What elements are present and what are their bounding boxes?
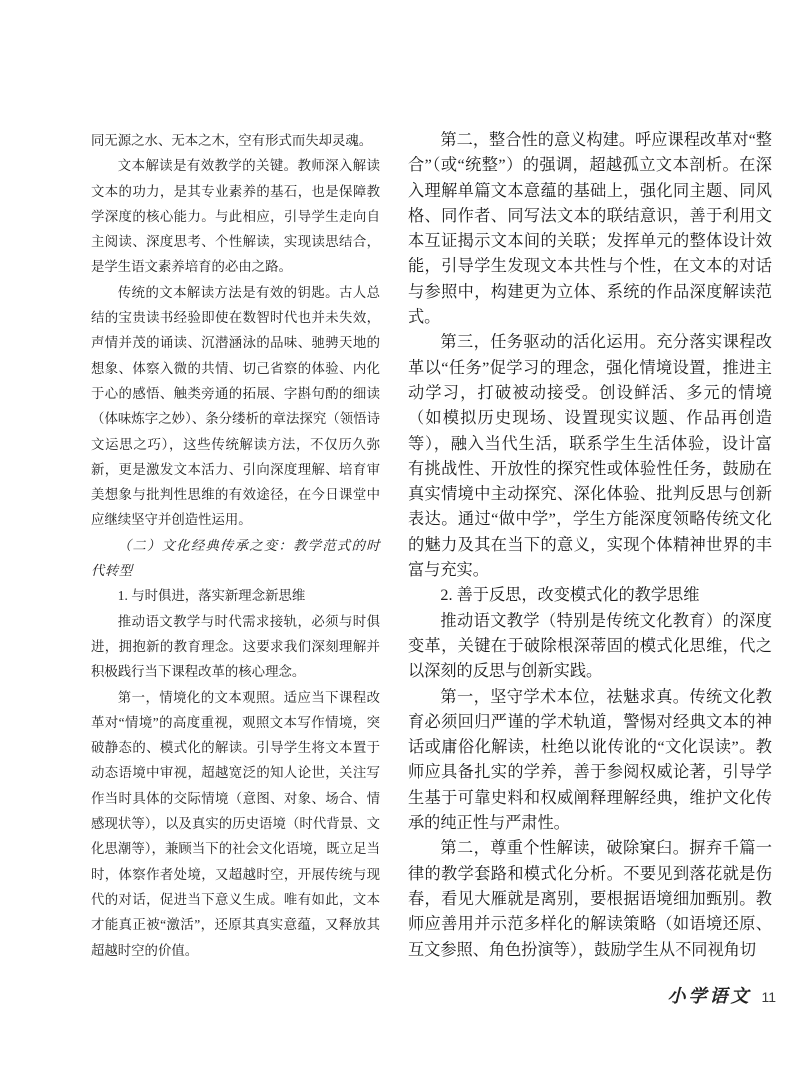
paragraph-continuation: 同无源之水、无本之木，空有形式而失却灵魂。 xyxy=(91,133,373,148)
paragraph: 第二，整合性的意义构建。呼应课程改革对“整合”（或“统整”）的强调，超越孤立文本剖析。在深入理解单篇文本意蕴的基础上，强化同主题、同风格、同作者、同写法文本的联结意识，善于利用文本互证揭示文本间的关联；发挥单元的整体设计效能，引导学生发现文本共性与个性，在文本的对话与参照中，构建更为立体、系统的作品深度解读范式。 xyxy=(408,131,772,327)
paragraph: 第一，坚守学术本位，祛魅求真。传统文化教育必须回归严谨的学术轨道，警惕对经典文本的神话或庸俗化解读，杜绝以讹传讹的“文化误读”。教师应具备扎实的学养，善于参阅权威论著，引导学生基于可靠史料和权威阐释理解经典，维护文化传承的纯正性与严肃性。 xyxy=(408,687,772,833)
page-number: 11 xyxy=(761,989,776,1005)
paragraph: 第三，任务驱动的活化运用。充分落实课程改革以“任务”促学习的理念，强化情境设置，推进主动学习，打破被动接受。创设鲜活、多元的情境（如模拟历史现场、设置现实议题、作品再创造等），融入当代生活，联系学生生活体验，设计富有挑战性、开放性的探究性或体验性任务，鼓励在真实情境中主动探究、深化体验、批判反思与创新表达。通过“做中学”，学生方能深度领略传统文化的魅力及其在当下的意义，实现个体精神世界的丰富与充实。 xyxy=(408,333,772,580)
text-column-right xyxy=(408,128,772,963)
section-heading: （二）文化经典传承之变：教学范式的时代转型 xyxy=(91,537,380,579)
text-column-left xyxy=(91,128,380,963)
paragraph: 第二，尊重个性解读，破除窠臼。摒弃千篇一律的教学套路和模式化分析。不要见到落花就是伤春，看见大雁就是离别，要根据语境细加甄别。教师应善用并示范多样化的解读策略（如语境还原、互文参照、角色扮演等），鼓励学生从不同视角切 xyxy=(408,839,772,959)
page-footer xyxy=(667,982,776,1008)
paragraph: 文本解读是有效教学的关键。教师深入解读文本的功力，是其专业素养的基石，也是保障教学深度的核心能力。与此相应，引导学生走向自主阅读、深度思考、个性解读，实现读思结合，是学生语文素养培育的必由之路。 xyxy=(91,158,380,275)
paragraph: 传统的文本解读方法是有效的钥匙。古人总结的宝贵读书经验即使在数智时代也并未失效，声情并茂的诵读、沉潜涵泳的品味、驰骋天地的想象、体察入微的共情、切己省察的体验、内化于心的感悟、触类旁通的拓展、字斟句酌的细读（体味炼字之妙）、条分缕析的章法探究（领悟诗文运思之巧），这些传统解读方法，不仅历久弥新，更是激发文本活力、引向深度理解、培育审美想象与批判性思维的有效途径，在今日课堂中应继续坚守并创造性运用。 xyxy=(91,284,380,528)
journal-name: 小学语文 xyxy=(667,986,752,1007)
paragraph: 推动语文教学（特别是传统文化教育）的深度变革，关键在于破除根深蒂固的模式化思维，代之以深刻的反思与创新实践。 xyxy=(408,611,772,681)
paragraph: 推动语文教学与时代需求接轨，必须与时俱进，拥抱新的教育理念。这要求我们深刻理解并积极践行当下课程改革的核心理念。 xyxy=(91,613,380,680)
paragraph: 第一，情境化的文本观照。适应当下课程改革对“情境”的高度重视，观照文本写作情境，突破静态的、模式化的解读。引导学生将文本置于动态语境中审视，超越宽泛的知人论世，关注写作当时具体的交际情境（意图、对象、场合、情感现状等），以及真实的历史语境（时代背景、文化思潮等），兼顾当下的社会文化语境，既立足当时，体察作者处境，又超越时空，开展传统与现代的对话，促进当下意义生成。唯有如此，文本才能真正被“激活”，还原其真实意蕴，又释放其超越时空的价值。 xyxy=(91,689,380,958)
subsection-heading: 1. 与时俱进，落实新理念新思维 xyxy=(117,588,306,604)
subsection-heading: 2. 善于反思，改变模式化的教学思维 xyxy=(440,586,700,605)
